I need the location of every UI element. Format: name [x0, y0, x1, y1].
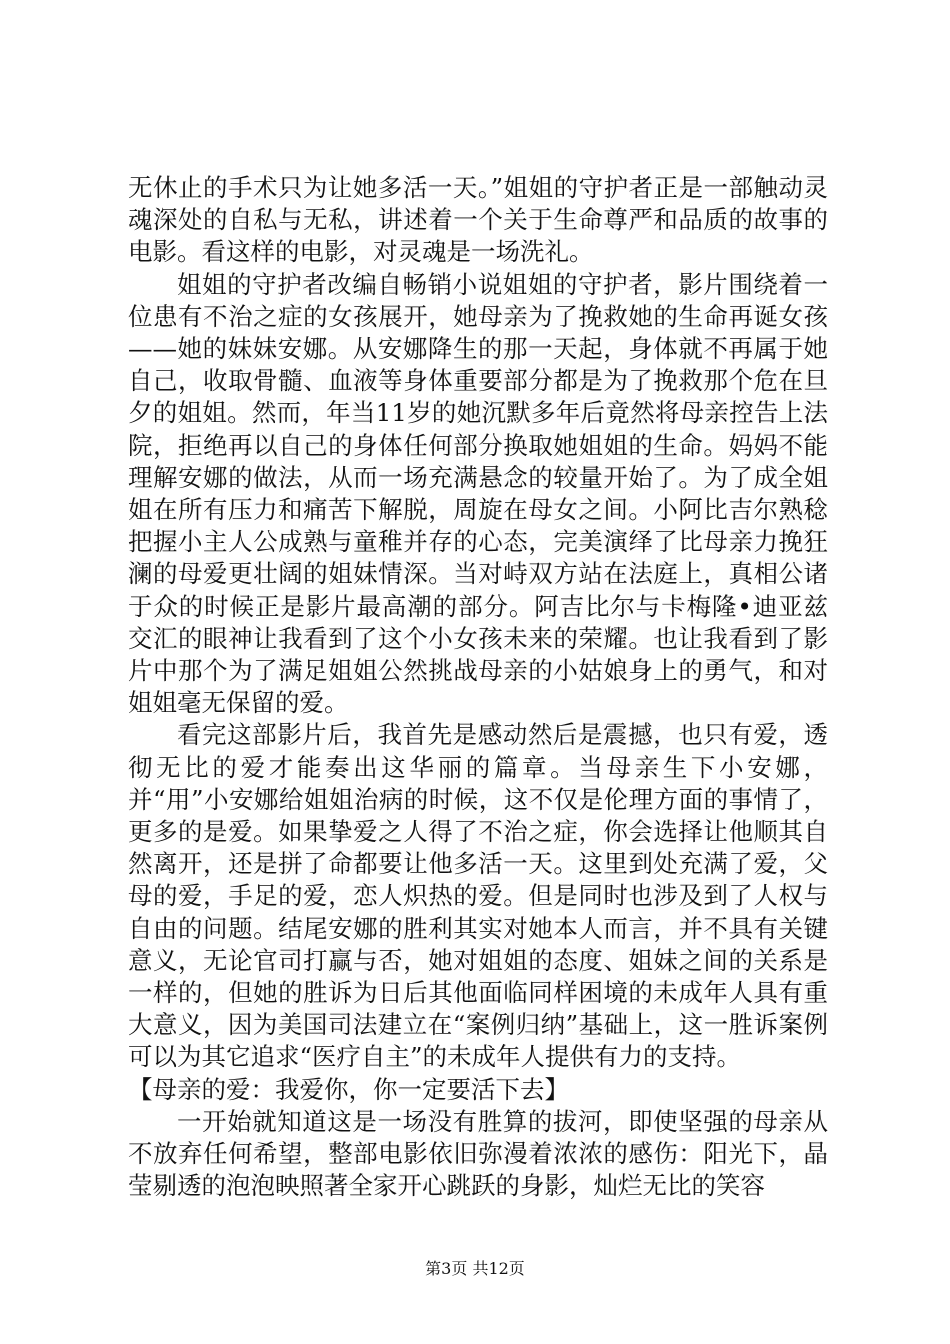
section-heading: 【母亲的爱：我爱你，你一定要活下去】 [128, 1074, 569, 1104]
paragraph-3: 看完这部影片后，我首先是感动然后是震撼，也只有爱，透彻无比的爱才能奏出这华丽的篇章。当母亲生下小安娜，并“用”小安娜给姐姐治病的时候，这不仅是伦理方面的事情了，更多的是爱。如果挚爱之人得了不治之症，你会选择让他顺其自然离开，还是拼了命都要让他多活一天。这里到处充满了爱，父母的爱，手足的爱，恋人炽热的爱。但是同时也涉及到了人权与自由的问题。结尾安娜的胜利其实对她本人而言，并不具有关键意义，无论官司打赢与否，她对姐姐的态度、姐妹之间的关系是一样的，但她的胜诉为日后其他面临同样困境的未成年人具有重大意义，因为美国司法建立在“案例归纳”基础上，这一胜诉案例可以为其它追求“医疗自主”的未成年人提供有力的支持。 [128, 720, 828, 1072]
document-body [128, 172, 828, 1203]
paragraph-1: 无休止的手术只为让她多活一天。”姐姐的守护者正是一部触动灵魂深处的自私与无私，讲述着一个关于生命尊严和品质的故事的电影。看这样的电影，对灵魂是一场洗礼。 [128, 173, 828, 267]
paragraph-2: 姐姐的守护者改编自畅销小说姐姐的守护者，影片围绕着一位患有不治之症的女孩展开，她母亲为了挽救她的生命再诞女孩——她的妹妹安娜。从安娜降生的那一天起，身体就不再属于她自己，收取骨髓、血液等身体重要部分都是为了挽救那个危在旦夕的姐姐。然而，年当11岁的她沉默多年后竟然将母亲控告上法院，拒绝再以自己的身体任何部分换取她姐姐的生命。妈妈不能理解安娜的做法，从而一场充满悬念的较量开始了。为了成全姐姐在所有压力和痛苦下解脱，周旋在母女之间。小阿比吉尔熟稔把握小主人公成熟与童稚并存的心态，完美演绎了比母亲力挽狂澜的母爱更壮阔的姐妹情深。当对峙双方站在法庭上，真相公诸于众的时候正是影片最高潮的部分。阿吉比尔与卡梅隆•迪亚兹交汇的眼神让我看到了这个小女孩未来的荣耀。也让我看到了影片中那个为了满足姐姐公然挑战母亲的小姑娘身上的勇气，和对姐姐毫无保留的爱。 [128, 269, 828, 718]
page-number-footer: 第3页 共12页 [425, 1259, 525, 1278]
paragraph-4: 一开始就知道这是一场没有胜算的拔河，即使坚强的母亲从不放弃任何希望，整部电影依旧弥漫着浓浓的感伤：阳光下，晶莹剔透的泡泡映照著全家开心跳跃的身影，灿烂无比的笑容 [128, 1106, 828, 1201]
